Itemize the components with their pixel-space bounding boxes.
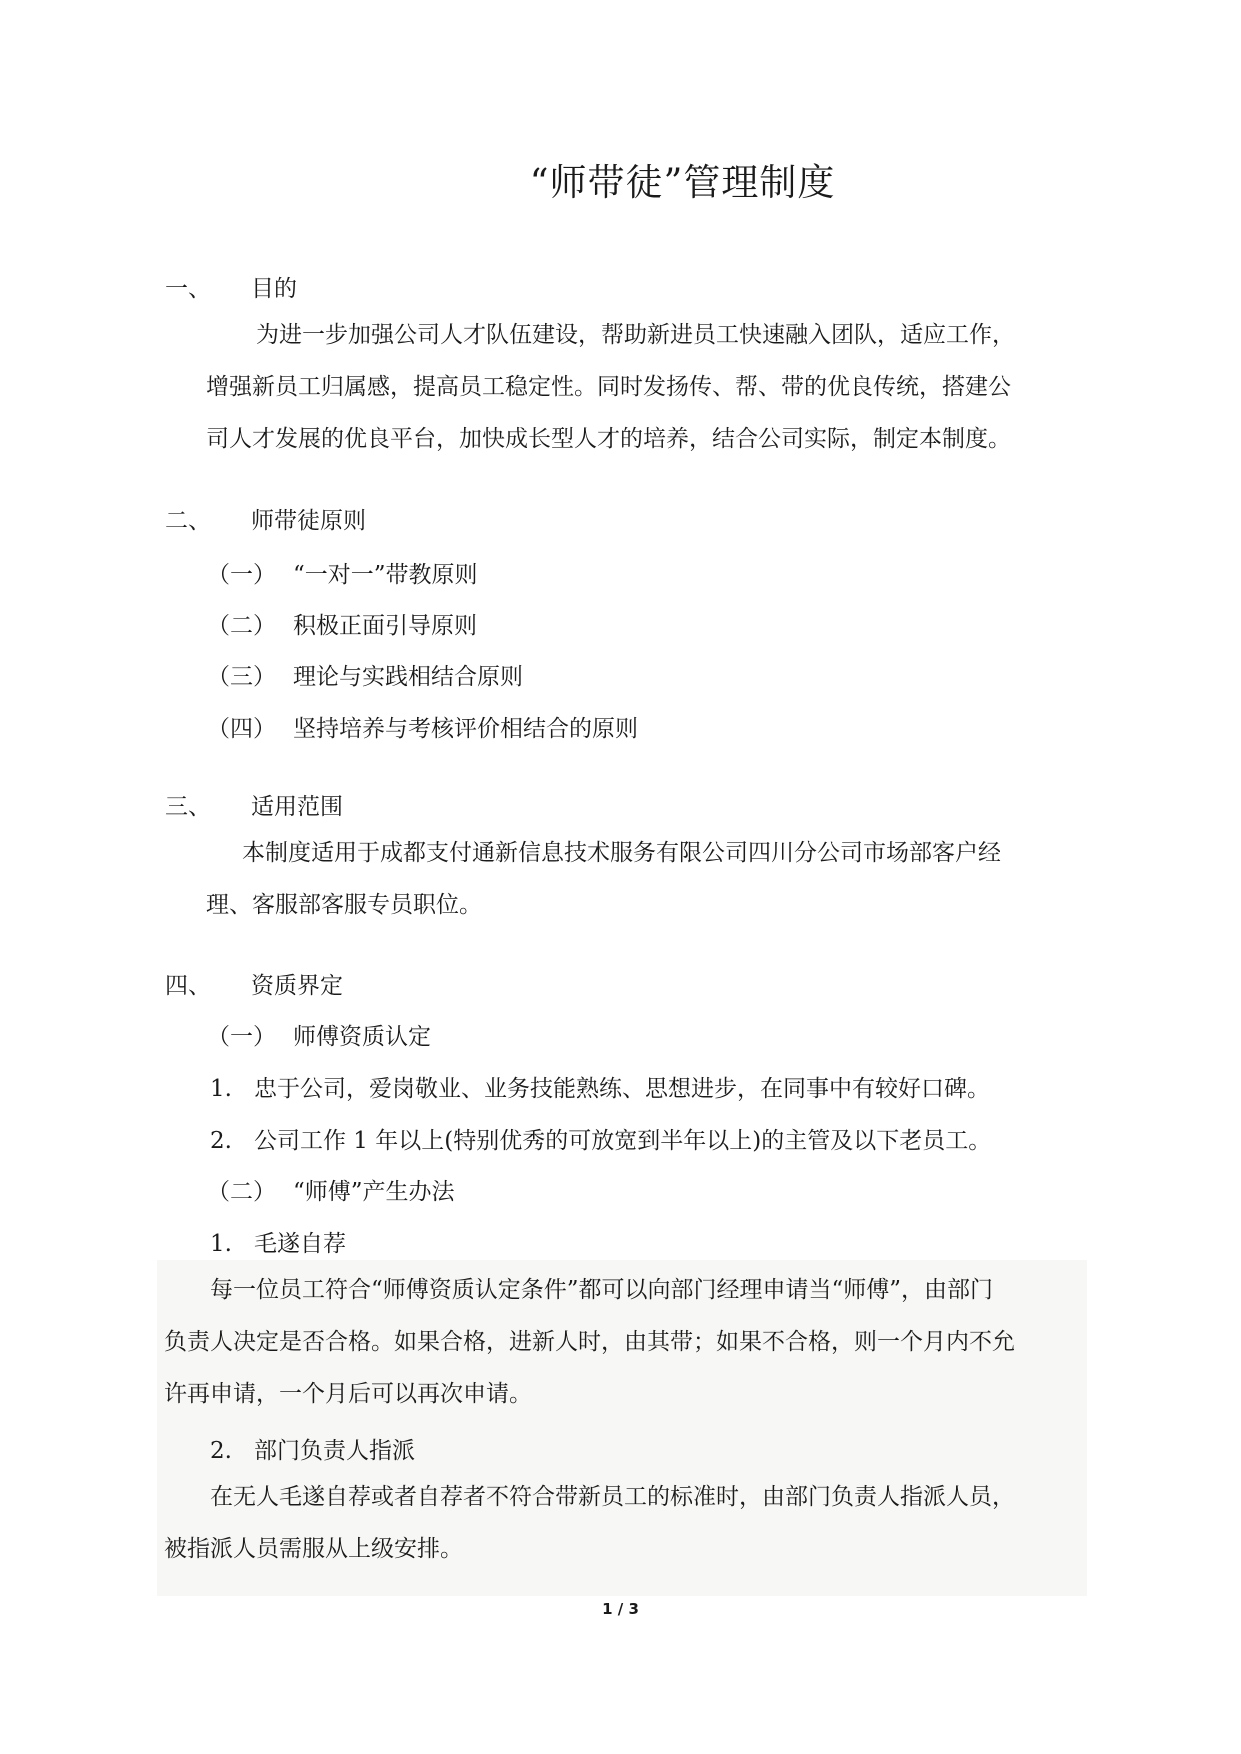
principle-item	[207, 710, 638, 743]
subsection-title: “师傅”产生办法	[293, 1179, 455, 1205]
item-text: 部门负责人指派	[254, 1438, 415, 1464]
item-text: 理论与实践相结合原则	[293, 664, 523, 690]
paragraph-line: 理、客服部客服专员职位。	[206, 892, 482, 918]
subsection-number: （一）	[207, 1024, 276, 1050]
item-number: 1.	[210, 1076, 232, 1102]
section-heading-3	[165, 788, 343, 821]
item-number: （四）	[207, 716, 276, 742]
item-text: 公司工作 1 年以上(特别优秀的可放宽到半年以上)的主管及以下老员工。	[254, 1128, 992, 1154]
item-number: 2.	[210, 1128, 232, 1154]
list-item	[210, 1225, 346, 1258]
item-text: 忠于公司，爱岗敬业、业务技能熟练、思想进步，在同事中有较好口碑。	[254, 1076, 990, 1102]
list-item	[210, 1122, 991, 1155]
section-number: 一、	[165, 276, 211, 302]
subsection-heading	[207, 1018, 431, 1051]
item-text: 毛遂自荐	[254, 1231, 346, 1257]
paragraph-line: 被指派人员需服从上级安排。	[164, 1536, 463, 1562]
list-item	[210, 1432, 415, 1465]
list-item	[210, 1070, 990, 1103]
paragraph-line: 为进一步加强公司人才队伍建设，帮助新进员工快速融入团队，适应工作，	[256, 322, 1015, 348]
page-number: 1 / 3	[602, 1600, 639, 1618]
section-heading-4	[165, 967, 343, 1000]
paragraph-line: 本制度适用于成都支付通新信息技术服务有限公司四川分公司市场部客户经	[242, 840, 1001, 866]
section-heading-2	[165, 502, 366, 535]
paragraph-line: 负责人决定是否合格。如果合格，进新人时，由其带；如果不合格，则一个月内不允	[164, 1329, 1015, 1355]
item-number: （一）	[207, 562, 276, 588]
subsection-number: （二）	[207, 1179, 276, 1205]
section-number: 二、	[165, 508, 211, 534]
section-title: 师带徒原则	[251, 508, 366, 534]
item-text: 坚持培养与考核评价相结合的原则	[293, 716, 638, 742]
section-number: 四、	[165, 973, 211, 999]
principle-item	[207, 658, 523, 691]
document-title: “师带徒”管理制度	[529, 161, 836, 204]
section-title: 目的	[251, 276, 297, 302]
section-number: 三、	[165, 794, 211, 820]
item-number: 2.	[210, 1438, 232, 1464]
paragraph-line: 每一位员工符合“师傅资质认定条件”都可以向部门经理申请当“师傅”，由部门	[210, 1277, 994, 1303]
section-title: 适用范围	[251, 794, 343, 820]
section-heading-1	[165, 270, 297, 303]
paragraph-line: 许再申请，一个月后可以再次申请。	[164, 1381, 532, 1407]
item-text: 积极正面引导原则	[293, 613, 477, 639]
item-text: “一对一”带教原则	[293, 562, 478, 588]
subsection-heading	[207, 1173, 455, 1206]
principle-item	[207, 556, 478, 589]
item-number: 1.	[210, 1231, 232, 1257]
subsection-title: 师傅资质认定	[293, 1024, 431, 1050]
paragraph-line: 增强新员工归属感，提高员工稳定性。同时发扬传、帮、带的优良传统，搭建公	[206, 374, 1011, 400]
section-title: 资质界定	[251, 973, 343, 999]
item-number: （三）	[207, 664, 276, 690]
item-number: （二）	[207, 613, 276, 639]
paragraph-line: 司人才发展的优良平台，加快成长型人才的培养，结合公司实际，制定本制度。	[206, 426, 1011, 452]
paragraph-line: 在无人毛遂自荐或者自荐者不符合带新员工的标准时，由部门负责人指派人员，	[210, 1484, 1015, 1510]
principle-item	[207, 607, 477, 640]
